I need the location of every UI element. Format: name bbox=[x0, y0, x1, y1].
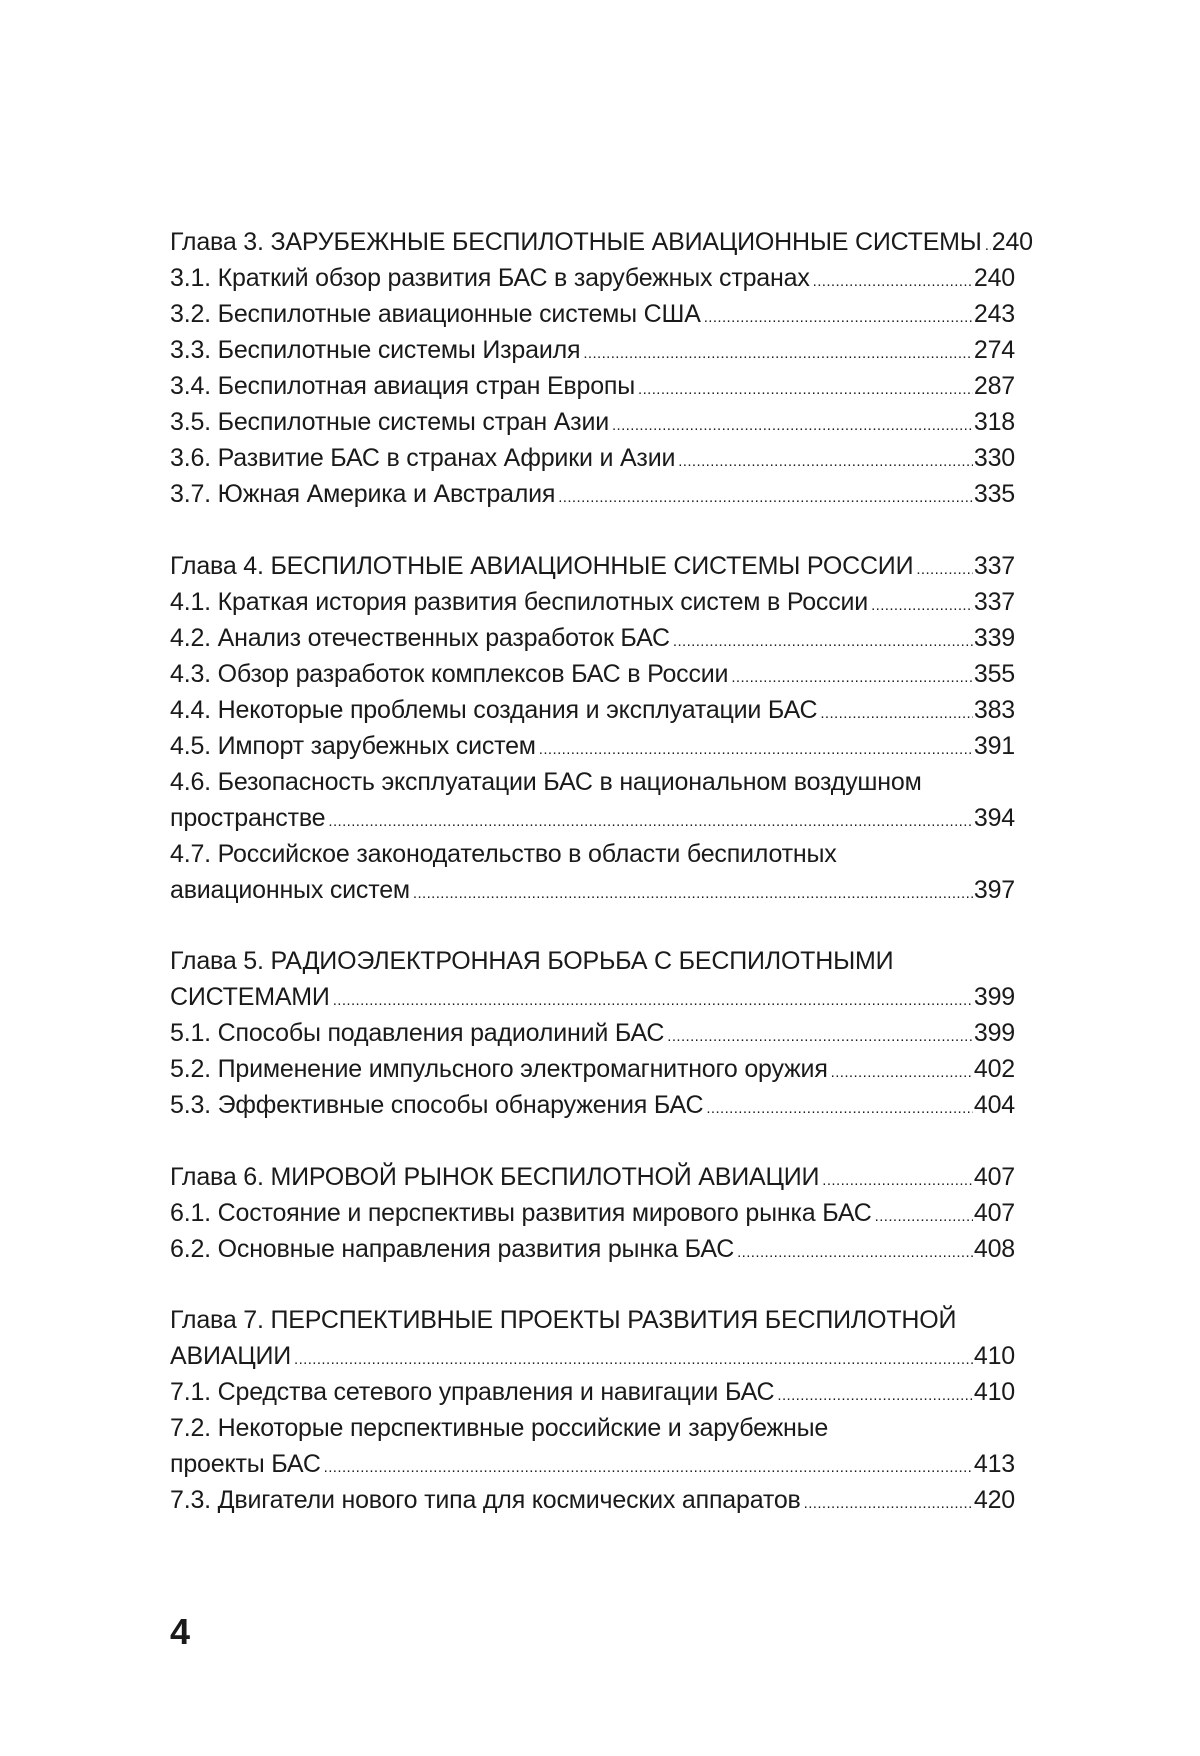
dot-leader bbox=[333, 983, 973, 1019]
toc-entry-title: 5.3. Эффективные способы обнаружения БАС bbox=[170, 1091, 704, 1119]
toc-entry bbox=[170, 1231, 1015, 1267]
toc-entry bbox=[170, 656, 1015, 692]
toc-entry-page: 243 bbox=[973, 300, 1015, 328]
toc-entry-title: 3.1. Краткий обзор развития БАС в зарубежных странах bbox=[170, 264, 810, 292]
dot-leader bbox=[667, 1019, 973, 1055]
toc-entry bbox=[170, 1410, 1015, 1446]
toc-entry bbox=[170, 296, 1015, 332]
toc-entry-page: 240 bbox=[991, 228, 1033, 256]
dot-leader bbox=[813, 264, 973, 300]
toc-entry bbox=[170, 1195, 1015, 1231]
dot-leader bbox=[706, 1091, 973, 1127]
toc-entry-title: Глава 5. РАДИОЭЛЕКТРОННАЯ БОРЬБА С БЕСПИЛОТНЫМИ bbox=[170, 947, 894, 975]
toc-entry-title: 3.4. Беспилотная авиация стран Европы bbox=[170, 372, 636, 400]
dot-leader bbox=[804, 1486, 973, 1522]
dot-leader bbox=[916, 552, 973, 588]
toc-entry-page: 410 bbox=[973, 1378, 1015, 1406]
toc-entry-title: 5.1. Способы подавления радиолиний БАС bbox=[170, 1019, 665, 1047]
toc-entry-page: 407 bbox=[973, 1162, 1015, 1191]
dot-leader bbox=[731, 660, 973, 696]
dot-leader bbox=[822, 1163, 973, 1199]
toc-entry-title: Глава 4. БЕСПИЛОТНЫЕ АВИАЦИОННЫЕ СИСТЕМЫ РОССИИ bbox=[170, 551, 914, 580]
toc-section bbox=[170, 548, 1015, 908]
toc-entry-title: 6.1. Состояние и перспективы развития мирового рынка БАС bbox=[170, 1198, 872, 1227]
toc-entry-page: 287 bbox=[973, 372, 1015, 400]
toc-entry bbox=[170, 332, 1015, 368]
toc-entry bbox=[170, 800, 1015, 836]
toc-entry-title: АВИАЦИИ bbox=[170, 1342, 292, 1370]
page-number: 4 bbox=[170, 1611, 191, 1652]
toc-entry-title: Глава 7. ПЕРСПЕКТИВНЫЕ ПРОЕКТЫ РАЗВИТИЯ БЕСПИЛОТНОЙ bbox=[170, 1306, 957, 1334]
toc-entry-page: 318 bbox=[973, 408, 1015, 436]
toc-entry bbox=[170, 1087, 1015, 1123]
dot-leader bbox=[413, 876, 973, 912]
toc-entry-title: 6.2. Основные направления развития рынка БАС bbox=[170, 1234, 735, 1263]
dot-leader bbox=[558, 480, 973, 516]
dot-leader bbox=[324, 1450, 973, 1486]
toc-entry-page: 404 bbox=[973, 1091, 1015, 1119]
toc-entry bbox=[170, 368, 1015, 404]
toc-entry-title: пространстве bbox=[170, 803, 326, 832]
toc-entry-title: 3.2. Беспилотные авиационные системы США bbox=[170, 300, 701, 328]
toc-entry-page: 399 bbox=[973, 1019, 1015, 1047]
toc-entry-title: проекты БАС bbox=[170, 1450, 321, 1478]
toc-entry-page: 240 bbox=[973, 264, 1015, 292]
dot-leader bbox=[985, 228, 991, 264]
toc-entry-title: 3.5. Беспилотные системы стран Азии bbox=[170, 408, 609, 436]
toc-entry-page: 407 bbox=[973, 1198, 1015, 1227]
toc-entry bbox=[170, 836, 1015, 872]
toc-entry-page: 337 bbox=[973, 551, 1015, 580]
toc-entry-title: 3.3. Беспилотные системы Израиля bbox=[170, 336, 581, 364]
toc-entry-page: 391 bbox=[973, 731, 1015, 760]
toc-entry bbox=[170, 1374, 1015, 1410]
toc-entry bbox=[170, 476, 1015, 512]
toc-section bbox=[170, 943, 1015, 1123]
toc-entry-page: 413 bbox=[973, 1450, 1015, 1478]
toc-entry-title: 5.2. Применение импульсного электромагнитного оружия bbox=[170, 1055, 828, 1083]
toc-entry bbox=[170, 1338, 1015, 1374]
toc-entry bbox=[170, 1051, 1015, 1087]
toc-entry bbox=[170, 692, 1015, 728]
toc-entry-title: 4.3. Обзор разработок комплексов БАС в России bbox=[170, 659, 729, 688]
toc-entry-title: 7.3. Двигатели нового типа для космических аппаратов bbox=[170, 1486, 801, 1514]
toc-entry-title: 4.6. Безопасность эксплуатации БАС в национальном воздушном bbox=[170, 767, 922, 796]
dot-leader bbox=[583, 336, 973, 372]
toc-entry-page: 335 bbox=[973, 480, 1015, 508]
dot-leader bbox=[737, 1235, 973, 1271]
toc-entry-page: 399 bbox=[973, 983, 1015, 1011]
toc-entry-title: 4.4. Некоторые проблемы создания и эксплуатации БАС bbox=[170, 695, 818, 724]
toc-entry-title: Глава 3. ЗАРУБЕЖНЫЕ БЕСПИЛОТНЫЕ АВИАЦИОННЫЕ СИСТЕМЫ bbox=[170, 228, 982, 256]
toc-entry-title: 4.7. Российское законодательство в области беспилотных bbox=[170, 839, 837, 868]
toc-entry-title: авиационных систем bbox=[170, 875, 410, 904]
toc-entry-page: 339 bbox=[973, 623, 1015, 652]
dot-leader bbox=[673, 624, 973, 660]
toc-entry bbox=[170, 1015, 1015, 1051]
toc-section bbox=[170, 1159, 1015, 1267]
dot-leader bbox=[638, 372, 973, 408]
toc-entry-title: 4.1. Краткая история развития беспилотных систем в России bbox=[170, 587, 869, 616]
toc-entry-title: СИСТЕМАМИ bbox=[170, 983, 330, 1011]
toc-entry bbox=[170, 620, 1015, 656]
toc-entry-title: 7.1. Средства сетевого управления и навигации БАС bbox=[170, 1378, 775, 1406]
toc-entry bbox=[170, 584, 1015, 620]
toc-entry-page: 337 bbox=[973, 587, 1015, 616]
dot-leader bbox=[704, 300, 973, 336]
toc-entry-title: Глава 6. МИРОВОЙ РЫНОК БЕСПИЛОТНОЙ АВИАЦИИ bbox=[170, 1162, 820, 1191]
toc-entry bbox=[170, 943, 1015, 979]
toc-entry bbox=[170, 872, 1015, 908]
toc-entry bbox=[170, 1482, 1015, 1518]
toc-entry bbox=[170, 764, 1015, 800]
toc-entry-page: 394 bbox=[973, 803, 1015, 832]
toc-entry-page: 274 bbox=[973, 336, 1015, 364]
dot-leader bbox=[831, 1055, 973, 1091]
toc-entry-title: 7.2. Некоторые перспективные российские и зарубежные bbox=[170, 1414, 829, 1442]
toc-entry-page: 420 bbox=[973, 1486, 1015, 1514]
toc-entry-title: 3.6. Развитие БАС в странах Африки и Азии bbox=[170, 444, 676, 472]
toc-entry-page: 402 bbox=[973, 1055, 1015, 1083]
toc-entry bbox=[170, 1302, 1015, 1338]
toc-entry-page: 355 bbox=[973, 659, 1015, 688]
toc-entry bbox=[170, 440, 1015, 476]
toc-entry bbox=[170, 979, 1015, 1015]
toc-entry-page: 330 bbox=[973, 444, 1015, 472]
toc-entry-page: 397 bbox=[973, 875, 1015, 904]
dot-leader bbox=[328, 804, 973, 840]
toc-entry bbox=[170, 404, 1015, 440]
toc-entry-page: 383 bbox=[973, 695, 1015, 724]
toc-entry bbox=[170, 224, 1033, 260]
dot-leader bbox=[871, 588, 973, 624]
toc-entry bbox=[170, 1159, 1015, 1195]
toc-entry bbox=[170, 1446, 1015, 1482]
dot-leader bbox=[539, 732, 973, 768]
dot-leader bbox=[875, 1199, 973, 1235]
toc-entry-page: 410 bbox=[973, 1342, 1015, 1370]
toc-entry-page: 408 bbox=[973, 1234, 1015, 1263]
table-of-contents bbox=[170, 224, 1033, 1554]
toc-section bbox=[170, 224, 1033, 512]
toc-entry-title: 3.7. Южная Америка и Австралия bbox=[170, 480, 556, 508]
dot-leader bbox=[820, 696, 973, 732]
toc-entry bbox=[170, 728, 1015, 764]
toc-entry bbox=[170, 260, 1015, 296]
dot-leader bbox=[612, 408, 973, 444]
dot-leader bbox=[777, 1378, 972, 1414]
toc-entry-title: 4.2. Анализ отечественных разработок БАС bbox=[170, 623, 670, 652]
dot-leader bbox=[294, 1342, 973, 1378]
toc-section bbox=[170, 1302, 1015, 1518]
toc-entry-title: 4.5. Импорт зарубежных систем bbox=[170, 731, 536, 760]
dot-leader bbox=[678, 444, 973, 480]
toc-entry bbox=[170, 548, 1015, 584]
